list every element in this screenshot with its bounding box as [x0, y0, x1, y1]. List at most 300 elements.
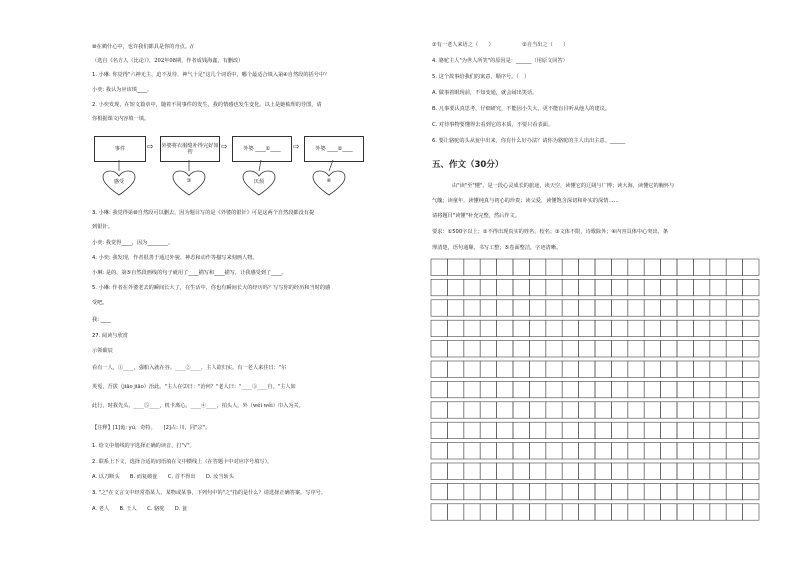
grid-cell[interactable]	[464, 320, 480, 336]
grid-cell[interactable]	[611, 463, 627, 479]
grid-cell[interactable]	[644, 443, 660, 459]
grid-cell[interactable]	[480, 463, 496, 479]
grid-cell[interactable]	[579, 279, 595, 295]
grid-cell[interactable]	[464, 361, 480, 377]
arrow-icon: ⇨	[221, 142, 228, 151]
grid-cell[interactable]	[497, 463, 513, 479]
grid-cell[interactable]	[644, 300, 660, 316]
grid-cell[interactable]	[562, 341, 578, 357]
grid-cell[interactable]	[611, 402, 627, 418]
grid-cell[interactable]	[677, 402, 693, 418]
grid-cell[interactable]	[480, 422, 496, 438]
grid-cell[interactable]	[644, 463, 660, 479]
grid-cell[interactable]	[693, 320, 709, 336]
grid-cell[interactable]	[710, 279, 726, 295]
grid-cell[interactable]	[464, 463, 480, 479]
grid-cell[interactable]	[464, 483, 480, 499]
grid-cell[interactable]	[628, 341, 644, 357]
question: 2. 联系上下文，选择合适的词语填在文中横线上（在答题卡中对应序号填写）。	[92, 459, 273, 465]
answer-line: 小奕: 我觉得____，因为________。	[92, 240, 174, 246]
grid-cell[interactable]	[513, 443, 529, 459]
grid-cell[interactable]	[595, 381, 611, 397]
grid-cell[interactable]	[644, 320, 660, 336]
grid-cell[interactable]	[431, 422, 447, 438]
diagram-box-4: 外婆 ____②____	[304, 136, 364, 162]
grid-cell[interactable]	[611, 361, 627, 377]
grid-cell[interactable]	[497, 341, 513, 357]
grid-cell[interactable]	[661, 483, 677, 499]
grid-cell[interactable]	[661, 504, 677, 520]
grid-cell[interactable]	[546, 361, 562, 377]
grid-cell[interactable]	[464, 381, 480, 397]
grid-cell[interactable]	[726, 279, 742, 295]
grid-cell[interactable]	[431, 361, 447, 377]
grid-cell[interactable]	[529, 483, 545, 499]
grid-cell[interactable]	[431, 402, 447, 418]
grid-cell[interactable]	[529, 361, 545, 377]
grid-cell[interactable]	[529, 504, 545, 520]
grid-cell[interactable]	[644, 483, 660, 499]
grid-cell[interactable]	[513, 361, 529, 377]
grid-cell[interactable]	[611, 381, 627, 397]
grid-cell[interactable]	[595, 443, 611, 459]
grid-cell[interactable]	[611, 483, 627, 499]
grid-cell[interactable]	[464, 259, 480, 275]
grid-cell[interactable]	[726, 504, 742, 520]
grid-cell[interactable]	[595, 279, 611, 295]
grid-cell[interactable]	[562, 320, 578, 336]
grid-cell[interactable]	[546, 259, 562, 275]
grid-cell[interactable]	[546, 422, 562, 438]
options: A. 老人 B. 王人 C. 骆驼 D. 瓮	[92, 506, 188, 512]
grid-cell[interactable]	[677, 443, 693, 459]
grid-cell[interactable]	[693, 300, 709, 316]
grid-cell[interactable]	[497, 279, 513, 295]
grid-cell[interactable]	[579, 422, 595, 438]
passage-line: 英冤，吾拔（jiāo jiāo）治此。"主人在⑵曰："治何？"老人曰："____③____自。"主人如	[92, 384, 296, 390]
grid-cell[interactable]	[497, 259, 513, 275]
grid-cell[interactable]	[579, 504, 595, 520]
grid-cell[interactable]	[710, 341, 726, 357]
grid-cell[interactable]	[644, 361, 660, 377]
grid-cell[interactable]	[546, 483, 562, 499]
grid-cell[interactable]	[447, 443, 463, 459]
grid-cell[interactable]	[595, 361, 611, 377]
grid-cell[interactable]	[628, 402, 644, 418]
grid-cell[interactable]	[644, 341, 660, 357]
heart-shape	[102, 170, 136, 196]
grid-cell[interactable]	[513, 463, 529, 479]
grid-cell[interactable]	[628, 443, 644, 459]
grid-cell[interactable]	[677, 483, 693, 499]
grid-cell[interactable]	[546, 504, 562, 520]
grid-cell[interactable]	[497, 402, 513, 418]
question-2: 2. 小奕发现，在短文篇章中，随着不同事件的发生，我的情感也发生变化。以上是她梳理的导图，请	[92, 102, 322, 108]
grid-cell[interactable]	[628, 320, 644, 336]
grid-cell[interactable]	[431, 279, 447, 295]
essay-prompt: 由"读"至"懂"，是一段心灵成长的旅途，读天空，读懂它的辽阔与广博；读大海，读懂它的胸怀与	[452, 183, 675, 189]
grid-cell[interactable]	[726, 443, 742, 459]
grid-cell[interactable]	[693, 279, 709, 295]
grid-cell[interactable]	[677, 259, 693, 275]
grid-cell[interactable]	[431, 300, 447, 316]
grid-cell[interactable]	[693, 483, 709, 499]
grid-cell[interactable]	[546, 279, 562, 295]
grid-cell[interactable]	[743, 402, 759, 418]
essay-requirements-cont: 理清楚，语句通顺，书写工整；⑤卷面整洁，字迹清晰。	[432, 245, 562, 251]
grid-cell[interactable]	[726, 259, 742, 275]
grid-cell[interactable]	[513, 422, 529, 438]
grid-cell[interactable]	[595, 402, 611, 418]
grid-cell[interactable]	[628, 483, 644, 499]
grid-cell[interactable]	[693, 381, 709, 397]
heart-label: 厌烦	[253, 179, 265, 185]
grid-cell[interactable]	[513, 402, 529, 418]
grid-cell[interactable]	[579, 381, 595, 397]
grid-cell[interactable]	[743, 279, 759, 295]
grid-cell[interactable]	[546, 443, 562, 459]
grid-cell[interactable]	[562, 279, 578, 295]
section-title: 五、作文（30分）	[432, 160, 504, 170]
grid-cell[interactable]	[693, 443, 709, 459]
grid-cell[interactable]	[726, 381, 742, 397]
grid-cell[interactable]	[710, 361, 726, 377]
grid-cell[interactable]	[431, 341, 447, 357]
grid-cell[interactable]	[513, 341, 529, 357]
grid-cell[interactable]	[513, 259, 529, 275]
grid-cell[interactable]	[628, 504, 644, 520]
grid-cell[interactable]	[447, 361, 463, 377]
grid-cell[interactable]	[661, 361, 677, 377]
section-heading: 27. 阅读与欣赏	[92, 333, 128, 339]
grid-cell[interactable]	[579, 402, 595, 418]
grid-cell[interactable]	[480, 402, 496, 418]
essay-prompt-cont: 气魄；读童年，读懂纯真与初心的珍贵；读父爱，读懂饱含深切和朴实的深情……	[432, 198, 619, 204]
grid-cell[interactable]	[743, 300, 759, 316]
grid-cell[interactable]	[497, 361, 513, 377]
heart-label: ④	[326, 178, 332, 184]
grid-cell[interactable]	[529, 402, 545, 418]
diagram-event-box: 事件	[94, 136, 146, 162]
grid-cell[interactable]	[480, 504, 496, 520]
grid-cell[interactable]	[464, 422, 480, 438]
grid-cell[interactable]	[579, 320, 595, 336]
grid-cell[interactable]	[529, 259, 545, 275]
grid-cell[interactable]	[497, 381, 513, 397]
grid-cell[interactable]	[677, 504, 693, 520]
grid-cell[interactable]	[480, 443, 496, 459]
sub-question: ①有一老人来语之（ ） ②自当出之（ ）	[432, 42, 569, 48]
grid-cell[interactable]	[480, 320, 496, 336]
grid-cell[interactable]	[595, 320, 611, 336]
grid-cell[interactable]	[447, 422, 463, 438]
grid-cell[interactable]	[431, 320, 447, 336]
grid-cell[interactable]	[447, 381, 463, 397]
grid-cell[interactable]	[562, 463, 578, 479]
grid-cell[interactable]	[447, 463, 463, 479]
grid-cell[interactable]	[661, 320, 677, 336]
grid-cell[interactable]	[743, 361, 759, 377]
grid-cell[interactable]	[431, 504, 447, 520]
grid-cell[interactable]	[743, 320, 759, 336]
grid-cell[interactable]	[431, 381, 447, 397]
question-1: 1. 小琳: 你觉得"六神无主、迫不及待、神气十足"这几个词语中，哪个最适合填入第④自然段的括号中？	[92, 72, 330, 78]
grid-cell[interactable]	[562, 483, 578, 499]
grid-cell[interactable]	[661, 443, 677, 459]
grid-cell[interactable]	[628, 300, 644, 316]
grid-cell[interactable]	[677, 341, 693, 357]
grid-cell[interactable]	[529, 463, 545, 479]
grid-cell[interactable]	[480, 341, 496, 357]
grid-cell[interactable]	[644, 504, 660, 520]
grid-cell[interactable]	[480, 361, 496, 377]
heart-shape	[172, 170, 206, 196]
grid-cell[interactable]	[611, 279, 627, 295]
grid-cell[interactable]	[595, 422, 611, 438]
grid-cell[interactable]	[546, 320, 562, 336]
grid-cell[interactable]	[743, 463, 759, 479]
grid-cell[interactable]	[661, 300, 677, 316]
grid-cell[interactable]	[628, 422, 644, 438]
grid-cell[interactable]	[726, 402, 742, 418]
grid-cell[interactable]	[611, 320, 627, 336]
grid-cell[interactable]	[497, 504, 513, 520]
grid-cell[interactable]	[529, 422, 545, 438]
arrow-icon: ⇨	[293, 142, 300, 151]
essay-requirements: 要求：①500字以上；②不得出现真实的姓名、校名；③文体不限，诗歌除外；④内容具体中心突出，条	[432, 229, 669, 235]
question-5: 5. 小琳: 作者在外婆老去的瞬间长大了，在生活中，你也有瞬间长大的经历吗？写写你的经历和当时的感	[92, 285, 331, 291]
grid-cell[interactable]	[644, 381, 660, 397]
grid-cell[interactable]	[529, 443, 545, 459]
grid-cell[interactable]	[661, 463, 677, 479]
answer-line: 小奕: 我认为应该填____。	[92, 87, 153, 93]
grid-cell[interactable]	[710, 402, 726, 418]
grid-cell[interactable]	[677, 463, 693, 479]
grid-cell[interactable]	[644, 422, 660, 438]
question-2-cont: 你根据课文内容填一填。	[92, 116, 150, 122]
grid-cell[interactable]	[595, 504, 611, 520]
grid-cell[interactable]	[546, 402, 562, 418]
grid-cell[interactable]	[546, 463, 562, 479]
option-c: C. 对待事物要懂得去看到它的本质，不要只看表面。	[432, 122, 554, 128]
grid-cell[interactable]	[710, 443, 726, 459]
grid-cell[interactable]	[562, 422, 578, 438]
grid-cell[interactable]	[693, 341, 709, 357]
grid-cell[interactable]	[529, 341, 545, 357]
grid-cell[interactable]	[464, 300, 480, 316]
grid-cell[interactable]	[743, 341, 759, 357]
grid-cell[interactable]	[644, 402, 660, 418]
grid-cell[interactable]	[743, 381, 759, 397]
grid-cell[interactable]	[562, 381, 578, 397]
grid-cell[interactable]	[693, 402, 709, 418]
grid-cell[interactable]	[611, 504, 627, 520]
question: 1. 给文中划线的字选择正确的读音，打"√"。	[92, 443, 195, 449]
grid-cell[interactable]	[710, 483, 726, 499]
grid-cell[interactable]	[710, 504, 726, 520]
question: 3. "之"在文言文中经常指某人、某物或某事，下列句中的"之"指的是什么？请选择正确答案，写序号。	[92, 490, 327, 496]
grid-cell[interactable]	[562, 259, 578, 275]
grid-cell[interactable]	[447, 341, 463, 357]
grid-cell[interactable]	[661, 341, 677, 357]
grid-cell[interactable]	[579, 300, 595, 316]
grid-cell[interactable]	[529, 300, 545, 316]
grid-cell[interactable]	[628, 279, 644, 295]
grid-cell[interactable]	[628, 463, 644, 479]
grid-cell[interactable]	[546, 300, 562, 316]
question-6: 6. 要让骆驼的头从瓮中出来，你有什么好办法？请你为骆驼的主人出出主意。______	[432, 138, 626, 144]
grid-cell[interactable]	[431, 443, 447, 459]
grid-cell[interactable]	[480, 483, 496, 499]
grid-cell[interactable]	[726, 422, 742, 438]
answer-line: 我: ____	[92, 317, 111, 323]
grid-cell[interactable]	[447, 279, 463, 295]
grid-cell[interactable]	[464, 504, 480, 520]
grid-cell[interactable]	[529, 279, 545, 295]
grid-cell[interactable]	[464, 279, 480, 295]
grid-cell[interactable]	[693, 504, 709, 520]
grid-cell[interactable]	[726, 300, 742, 316]
grid-cell[interactable]	[611, 422, 627, 438]
grid-cell[interactable]	[677, 381, 693, 397]
grid-cell[interactable]	[743, 422, 759, 438]
grid-cell[interactable]	[726, 341, 742, 357]
grid-cell[interactable]	[546, 341, 562, 357]
grid-cell[interactable]	[464, 402, 480, 418]
grid-cell[interactable]	[447, 300, 463, 316]
question-3: 3. 小琳: 我觉得第⑩自然段可以删去，因为题目写的是《外婆的银针》可是这两个自然段都没有提	[92, 210, 315, 216]
grid-cell[interactable]	[611, 259, 627, 275]
grid-cell[interactable]	[562, 300, 578, 316]
grid-cell[interactable]	[743, 504, 759, 520]
grid-cell[interactable]	[661, 279, 677, 295]
grid-cell[interactable]	[497, 320, 513, 336]
grid-cell[interactable]	[661, 381, 677, 397]
grid-cell[interactable]	[661, 402, 677, 418]
grid-cell[interactable]	[480, 279, 496, 295]
grid-cell[interactable]	[743, 483, 759, 499]
diagram-connectors	[92, 160, 372, 172]
grid-cell[interactable]	[497, 300, 513, 316]
grid-cell[interactable]	[579, 361, 595, 377]
grid-cell[interactable]	[595, 483, 611, 499]
footnote: 【注释】[1]诡: yú，奇特。 [2]占: 川，同"宗"。	[92, 425, 211, 431]
grid-cell[interactable]	[513, 381, 529, 397]
grid-cell[interactable]	[710, 422, 726, 438]
grid-cell[interactable]	[693, 422, 709, 438]
grid-cell[interactable]	[529, 381, 545, 397]
grid-cell[interactable]	[693, 463, 709, 479]
grid-cell[interactable]	[726, 361, 742, 377]
grid-cell[interactable]	[693, 361, 709, 377]
grid-cell[interactable]	[743, 259, 759, 275]
grid-cell[interactable]	[431, 259, 447, 275]
grid-cell[interactable]	[726, 463, 742, 479]
diagram-box-3: 外婆 ____①____	[232, 136, 292, 162]
grid-cell[interactable]	[562, 402, 578, 418]
grid-cell[interactable]	[661, 259, 677, 275]
grid-cell[interactable]	[677, 422, 693, 438]
grid-cell[interactable]	[546, 381, 562, 397]
grid-cell[interactable]	[644, 279, 660, 295]
grid-cell[interactable]	[595, 300, 611, 316]
grid-cell[interactable]	[710, 259, 726, 275]
grid-cell[interactable]	[431, 463, 447, 479]
grid-cell[interactable]	[677, 320, 693, 336]
grid-cell[interactable]	[743, 443, 759, 459]
grid-cell[interactable]	[710, 463, 726, 479]
grid-cell[interactable]	[562, 443, 578, 459]
grid-cell[interactable]	[464, 443, 480, 459]
grid-cell[interactable]	[513, 300, 529, 316]
grid-cell[interactable]	[579, 463, 595, 479]
grid-cell[interactable]	[693, 259, 709, 275]
grid-cell[interactable]	[447, 259, 463, 275]
heart-shape	[312, 170, 346, 196]
passage-line: 此行，时我先头。____⑤____，机卡离心。____④____，拍头人。外（wéi wěi）巾入为关。	[92, 403, 304, 409]
grid-cell[interactable]	[628, 259, 644, 275]
grid-cell[interactable]	[628, 361, 644, 377]
grid-cell[interactable]	[431, 483, 447, 499]
grid-cell[interactable]	[726, 320, 742, 336]
grid-cell[interactable]	[628, 381, 644, 397]
grid-cell[interactable]	[497, 422, 513, 438]
grid-cell[interactable]	[447, 504, 463, 520]
grid-cell[interactable]	[497, 483, 513, 499]
grid-cell[interactable]	[595, 341, 611, 357]
writing-grid[interactable]	[430, 258, 764, 522]
grid-cell[interactable]	[513, 279, 529, 295]
grid-cell[interactable]	[480, 259, 496, 275]
grid-cell[interactable]	[529, 320, 545, 336]
grid-cell[interactable]	[677, 361, 693, 377]
grid-cell[interactable]	[579, 341, 595, 357]
grid-cell[interactable]	[447, 402, 463, 418]
grid-cell[interactable]	[562, 361, 578, 377]
grid-cell[interactable]	[447, 320, 463, 336]
grid-cell[interactable]	[579, 259, 595, 275]
grid-cell[interactable]	[677, 279, 693, 295]
grid-cell[interactable]	[513, 504, 529, 520]
grid-cell[interactable]	[513, 483, 529, 499]
grid-cell[interactable]	[464, 341, 480, 357]
grid-cell[interactable]	[513, 320, 529, 336]
grid-cell[interactable]	[710, 320, 726, 336]
question-4: 4. 骆驼主人"为世人所笑"的原因是：______（用原文回答）	[432, 58, 568, 64]
grid-cell[interactable]	[611, 300, 627, 316]
grid-cell[interactable]	[595, 259, 611, 275]
grid-cell[interactable]	[562, 504, 578, 520]
grid-cell[interactable]	[710, 300, 726, 316]
grid-cell[interactable]	[710, 381, 726, 397]
grid-cell[interactable]	[661, 422, 677, 438]
writing-grid-svg	[430, 258, 764, 522]
grid-cell[interactable]	[480, 300, 496, 316]
question-4-cont: 小琳: 是的，第⑤自然段画线的句子就用了____描写和____描写，让我感受到了____。	[92, 270, 287, 276]
grid-cell[interactable]	[611, 443, 627, 459]
arrow-icon: ⇨	[147, 142, 154, 151]
grid-cell[interactable]	[579, 483, 595, 499]
grid-cell[interactable]	[677, 300, 693, 316]
grid-cell[interactable]	[480, 381, 496, 397]
grid-cell[interactable]	[595, 463, 611, 479]
grid-cell[interactable]	[579, 443, 595, 459]
grid-cell[interactable]	[497, 443, 513, 459]
grid-cell[interactable]	[726, 483, 742, 499]
grid-cell[interactable]	[611, 341, 627, 357]
grid-cell[interactable]	[644, 259, 660, 275]
grid-cell[interactable]	[447, 483, 463, 499]
